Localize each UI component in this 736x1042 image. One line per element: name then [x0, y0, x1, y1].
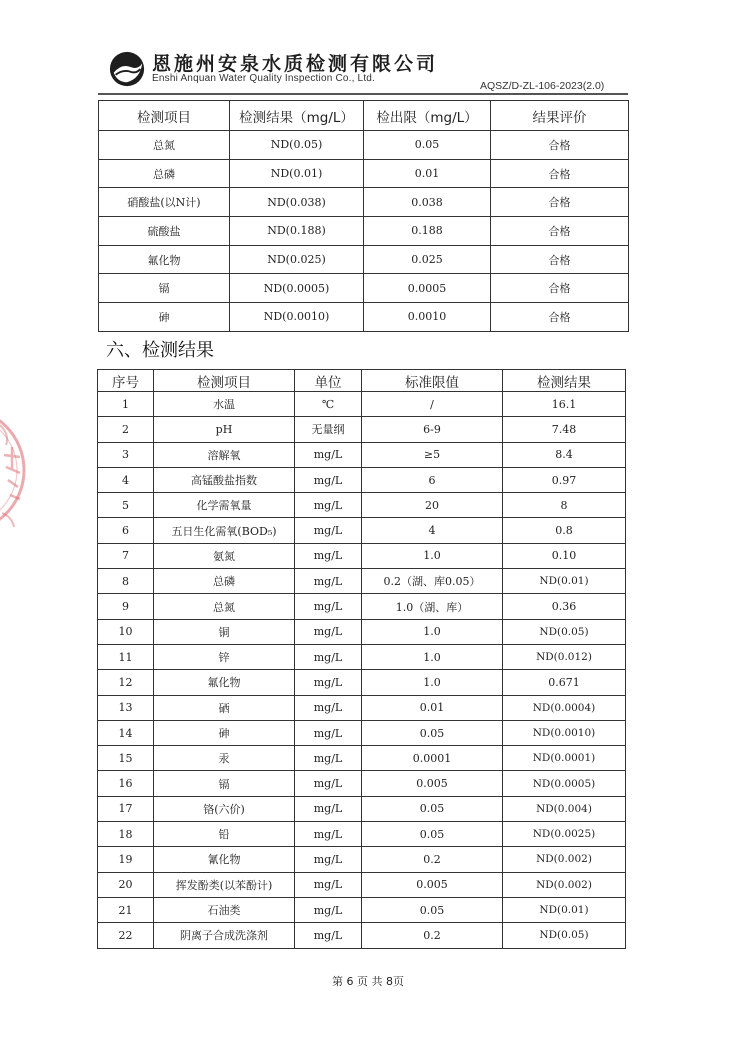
cell-number: 17 [98, 796, 154, 821]
table-row [99, 131, 629, 160]
column-header-limit: 检出限（mg/L） [364, 101, 491, 131]
cell-standard: 1.0 [362, 670, 503, 695]
cell-limit: 0.188 [364, 217, 491, 246]
cell-number: 11 [98, 644, 154, 669]
table-row [98, 493, 626, 518]
cell-unit: mg/L [295, 796, 362, 821]
cell-number: 4 [98, 467, 154, 492]
table-row [98, 569, 626, 594]
cell-item: 石油类 [154, 897, 295, 922]
cell-result: ND(0.0010) [503, 720, 626, 745]
cell-item: 总磷 [154, 569, 295, 594]
cell-item: 硫酸盐 [99, 217, 230, 246]
cell-evaluation: 合格 [491, 274, 629, 303]
cell-number: 20 [98, 872, 154, 897]
cell-result: ND(0.002) [503, 847, 626, 872]
cell-evaluation: 合格 [491, 159, 629, 188]
column-header-unit: 单位 [295, 370, 362, 392]
company-name-en: Enshi Anquan Water Quality Inspection Co., Ltd. [152, 73, 376, 84]
cell-number: 2 [98, 417, 154, 442]
cell-number: 21 [98, 897, 154, 922]
cell-number: 6 [98, 518, 154, 543]
cell-result: ND(0.0004) [503, 695, 626, 720]
cell-standard: 20 [362, 493, 503, 518]
document-code: AQSZ/D-ZL-106-2023(2.0) [480, 80, 605, 92]
cell-item: 总磷 [99, 159, 230, 188]
cell-unit: mg/L [295, 771, 362, 796]
table-row [99, 274, 629, 303]
cell-result: 0.97 [503, 467, 626, 492]
cell-result: ND(0.0005) [230, 274, 364, 303]
cell-unit: mg/L [295, 822, 362, 847]
cell-standard: ≥5 [362, 442, 503, 467]
cell-result: ND(0.004) [503, 796, 626, 821]
cell-standard: 1.0 [362, 543, 503, 568]
cell-unit: mg/L [295, 594, 362, 619]
cell-standard: 6 [362, 467, 503, 492]
cell-item: 高锰酸盐指数 [154, 467, 295, 492]
cell-number: 13 [98, 695, 154, 720]
cell-limit: 0.01 [364, 159, 491, 188]
cell-standard: 0.2 [362, 923, 503, 948]
cell-standard: 0.01 [362, 695, 503, 720]
cell-result: ND(0.0001) [503, 746, 626, 771]
cell-evaluation: 合格 [491, 245, 629, 274]
section-title: 六、检测结果 [106, 340, 214, 361]
column-header-item: 检测项目 [154, 370, 295, 392]
cell-item: 化学需氧量 [154, 493, 295, 518]
cell-number: 19 [98, 847, 154, 872]
cell-item: 阴离子合成洗涤剂 [154, 923, 295, 948]
table-row [98, 417, 626, 442]
cell-item: 氨氮 [154, 543, 295, 568]
table-row [98, 796, 626, 821]
red-seal-stamp [0, 395, 32, 545]
table-row [98, 392, 626, 417]
table-row [99, 188, 629, 217]
table-row [98, 670, 626, 695]
cell-unit: mg/L [295, 923, 362, 948]
cell-unit: mg/L [295, 543, 362, 568]
cell-standard: 1.0 [362, 644, 503, 669]
table-row [98, 771, 626, 796]
cell-unit: mg/L [295, 746, 362, 771]
cell-evaluation: 合格 [491, 303, 629, 332]
table-row [99, 303, 629, 332]
cell-limit: 0.05 [364, 131, 491, 160]
cell-number: 18 [98, 822, 154, 847]
cell-standard: / [362, 392, 503, 417]
company-name-cn: 恩施州安泉水质检测有限公司 [152, 53, 439, 75]
cell-evaluation: 合格 [491, 188, 629, 217]
cell-result: 0.8 [503, 518, 626, 543]
cell-item: 总氮 [154, 594, 295, 619]
cell-result: ND(0.0005) [503, 771, 626, 796]
cell-standard: 0.05 [362, 720, 503, 745]
cell-unit: mg/L [295, 442, 362, 467]
cell-number: 10 [98, 619, 154, 644]
cell-number: 15 [98, 746, 154, 771]
table-header-row [99, 101, 629, 131]
cell-item: 硒 [154, 695, 295, 720]
cell-item: pH [154, 417, 295, 442]
cell-result: ND(0.0010) [230, 303, 364, 332]
cell-unit: mg/L [295, 695, 362, 720]
cell-unit: mg/L [295, 670, 362, 695]
cell-result: ND(0.01) [503, 569, 626, 594]
table-header-row [98, 370, 626, 392]
page-number: 第 6 页 共 8页 [332, 975, 404, 988]
cell-unit: mg/L [295, 518, 362, 543]
cell-limit: 0.025 [364, 245, 491, 274]
cell-standard: 0.005 [362, 771, 503, 796]
cell-standard: 0.05 [362, 897, 503, 922]
table-row [99, 217, 629, 246]
cell-item: 镉 [99, 274, 230, 303]
header-divider [98, 93, 628, 95]
table-row [98, 822, 626, 847]
table-row [98, 543, 626, 568]
test-results-table [97, 369, 626, 949]
cell-standard: 0.05 [362, 822, 503, 847]
table-row [98, 897, 626, 922]
cell-result: ND(0.038) [230, 188, 364, 217]
table-row [98, 518, 626, 543]
cell-standard: 0.2 [362, 847, 503, 872]
cell-evaluation: 合格 [491, 131, 629, 160]
table-row [98, 695, 626, 720]
cell-item: 铬(六价) [154, 796, 295, 821]
cell-result: ND(0.01) [230, 159, 364, 188]
cell-result: ND(0.0025) [503, 822, 626, 847]
cell-item: 氟化物 [154, 670, 295, 695]
cell-result: ND(0.05) [503, 619, 626, 644]
cell-result: ND(0.002) [503, 872, 626, 897]
cell-number: 3 [98, 442, 154, 467]
cell-item: 挥发酚类(以苯酚计) [154, 872, 295, 897]
cell-unit: mg/L [295, 872, 362, 897]
cell-result: ND(0.01) [503, 897, 626, 922]
cell-number: 14 [98, 720, 154, 745]
cell-unit: mg/L [295, 493, 362, 518]
column-header-standard: 标准限值 [362, 370, 503, 392]
table-row [98, 442, 626, 467]
cell-result: ND(0.188) [230, 217, 364, 246]
column-header-item: 检测项目 [99, 101, 230, 131]
cell-item: 镉 [154, 771, 295, 796]
cell-number: 9 [98, 594, 154, 619]
cell-item: 锌 [154, 644, 295, 669]
cell-result: 7.48 [503, 417, 626, 442]
table-row [98, 720, 626, 745]
cell-item: 水温 [154, 392, 295, 417]
cell-number: 5 [98, 493, 154, 518]
cell-standard: 4 [362, 518, 503, 543]
cell-standard: 1.0（湖、库） [362, 594, 503, 619]
cell-result: 0.671 [503, 670, 626, 695]
table-row [99, 245, 629, 274]
cell-limit: 0.0010 [364, 303, 491, 332]
cell-unit: mg/L [295, 847, 362, 872]
table-row [98, 872, 626, 897]
cell-result: 0.36 [503, 594, 626, 619]
table-row [98, 644, 626, 669]
cell-unit: mg/L [295, 644, 362, 669]
cell-result: ND(0.025) [230, 245, 364, 274]
company-logo-icon [108, 50, 146, 88]
cell-result: 16.1 [503, 392, 626, 417]
table-row [98, 619, 626, 644]
cell-item: 氟化物 [99, 245, 230, 274]
cell-result: ND(0.012) [503, 644, 626, 669]
cell-standard: 0.005 [362, 872, 503, 897]
cell-standard: 6-9 [362, 417, 503, 442]
column-header-number: 序号 [98, 370, 154, 392]
cell-evaluation: 合格 [491, 217, 629, 246]
column-header-result: 检测结果（mg/L） [230, 101, 364, 131]
cell-item: 砷 [154, 720, 295, 745]
column-header-evaluation: 结果评价 [491, 101, 629, 131]
cell-unit: ℃ [295, 392, 362, 417]
table-row [99, 159, 629, 188]
cell-number: 1 [98, 392, 154, 417]
cell-number: 12 [98, 670, 154, 695]
table-row [98, 746, 626, 771]
table-row [98, 847, 626, 872]
cell-number: 22 [98, 923, 154, 948]
cell-result: 8 [503, 493, 626, 518]
table-row [98, 923, 626, 948]
cell-number: 7 [98, 543, 154, 568]
table-row [98, 594, 626, 619]
cell-item: 硝酸盐(以N计) [99, 188, 230, 217]
cell-standard: 0.05 [362, 796, 503, 821]
column-header-result: 检测结果 [503, 370, 626, 392]
cell-item: 五日生化需氧(BOD₅) [154, 518, 295, 543]
cell-limit: 0.038 [364, 188, 491, 217]
table-row [98, 467, 626, 492]
cell-unit: mg/L [295, 467, 362, 492]
cell-item: 氰化物 [154, 847, 295, 872]
cell-unit: 无量纲 [295, 417, 362, 442]
cell-unit: mg/L [295, 720, 362, 745]
cell-unit: mg/L [295, 897, 362, 922]
cell-item: 铅 [154, 822, 295, 847]
cell-item: 总氮 [99, 131, 230, 160]
cell-number: 8 [98, 569, 154, 594]
cell-item: 砷 [99, 303, 230, 332]
detection-limit-table [98, 100, 629, 332]
cell-unit: mg/L [295, 569, 362, 594]
cell-result: 0.10 [503, 543, 626, 568]
cell-unit: mg/L [295, 619, 362, 644]
cell-result: ND(0.05) [503, 923, 626, 948]
cell-item: 汞 [154, 746, 295, 771]
cell-result: 8.4 [503, 442, 626, 467]
cell-item: 铜 [154, 619, 295, 644]
cell-standard: 1.0 [362, 619, 503, 644]
cell-number: 16 [98, 771, 154, 796]
cell-item: 溶解氧 [154, 442, 295, 467]
cell-result: ND(0.05) [230, 131, 364, 160]
cell-standard: 0.2（湖、库0.05） [362, 569, 503, 594]
cell-standard: 0.0001 [362, 746, 503, 771]
cell-limit: 0.0005 [364, 274, 491, 303]
